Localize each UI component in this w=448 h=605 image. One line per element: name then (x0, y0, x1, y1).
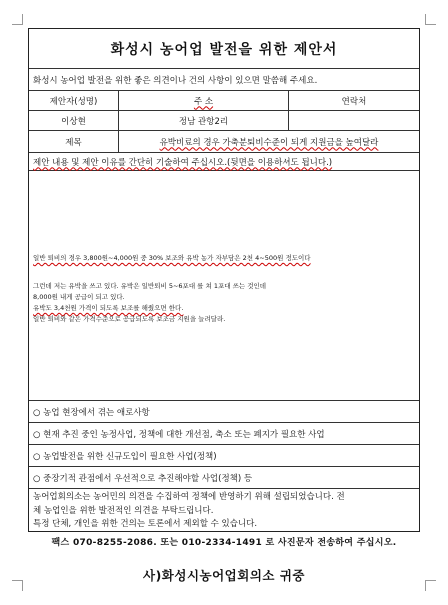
subject-text: 유박비료의 경우 가축분퇴비수준이 되게 지원금을 높여달라 (159, 137, 379, 148)
subject-row (29, 131, 419, 153)
list-item: ○ 중장기적 관점에서 우선적으로 추진해야할 사업(정책) 등 (29, 467, 419, 489)
form-title: 화성시 농어업 발전을 위한 제안서 (29, 29, 419, 69)
note-line: 농어업회의소는 농어민의 의견을 수집하여 정책에 반영하기 위해 설립되었습니다. 전 (33, 492, 345, 502)
proposer-header-row (29, 91, 419, 111)
proposer-label: 제안자(성명) (29, 91, 119, 110)
proposer-name: 이상현 (29, 111, 119, 130)
note-line: 체 농업인을 위한 발전적인 의견을 부탁드립니다. (33, 505, 214, 516)
list-item: ○ 현재 추진 중인 농정사업, 정책에 대한 개선점, 축소 또는 폐지가 필요한 사업 (29, 423, 419, 445)
instruction-text (29, 153, 419, 171)
proposer-value-row (29, 111, 419, 131)
subject-label: 제목 (29, 131, 119, 152)
recipient-footer: 사)화성시농어업회의소 귀중 (143, 568, 305, 583)
proposal-form (28, 28, 420, 532)
crop-mark (12, 14, 23, 25)
contact-value (289, 111, 419, 130)
address-label-text: 주 소 (193, 96, 214, 107)
address-value: 정남 관항2리 (119, 111, 289, 130)
subject-value (119, 131, 419, 152)
crop-mark (425, 14, 436, 25)
body-line: 8,000원 내게 공급이 되고 있다. (33, 293, 125, 301)
list-item: ○ 농업발전을 위한 신규도입이 필요한 사업(정책) (29, 445, 419, 467)
proposal-body (29, 171, 419, 401)
body-line: 일반 퇴비와 같은 가격수준으로 공급되도록 보조금 지원을 늘려달라. (33, 315, 226, 323)
intro-text: 화성시 농어업 발전을 위한 좋은 의견이나 건의 사항이 있으면 말씀해 주세요. (29, 69, 419, 91)
notes-block (29, 489, 419, 531)
body-paragraph-1 (33, 253, 415, 264)
body-line: 그런데 저는 유박을 쓰고 있다. 유박은 일반퇴비 5~6포대 를 쳐 1포대 쓰는 것인데 (33, 282, 267, 290)
instruction-label: 제안 내용 및 제안 이유를 간단히 기술하여 주십시오.(뒷면을 이용하셔도 됩니다.) (33, 157, 333, 168)
list-item: ○ 농업 현장에서 겪는 애로사항 (29, 401, 419, 423)
body-line: 유박도 3,4천원 가격이 되도록 보조를 해줬으면 한다. (33, 304, 184, 312)
body-paragraph-2 (33, 281, 415, 325)
body-line: 일반 퇴비의 경우 3,800원~4,000원 중 30% 보조와 유박 농가 자부담은 2천 4~500원 정도이다 (33, 254, 311, 262)
note-line: 특정 단체, 개인을 위한 건의는 토론에서 제외할 수 있습니다. (33, 519, 258, 529)
address-label (119, 91, 289, 110)
contact-label: 연락처 (341, 96, 367, 107)
fax-instruction: 팩스 070-8255-2086. 또는 010-2334-1491 로 사진문자 전송하여 주십시오. (51, 538, 397, 548)
